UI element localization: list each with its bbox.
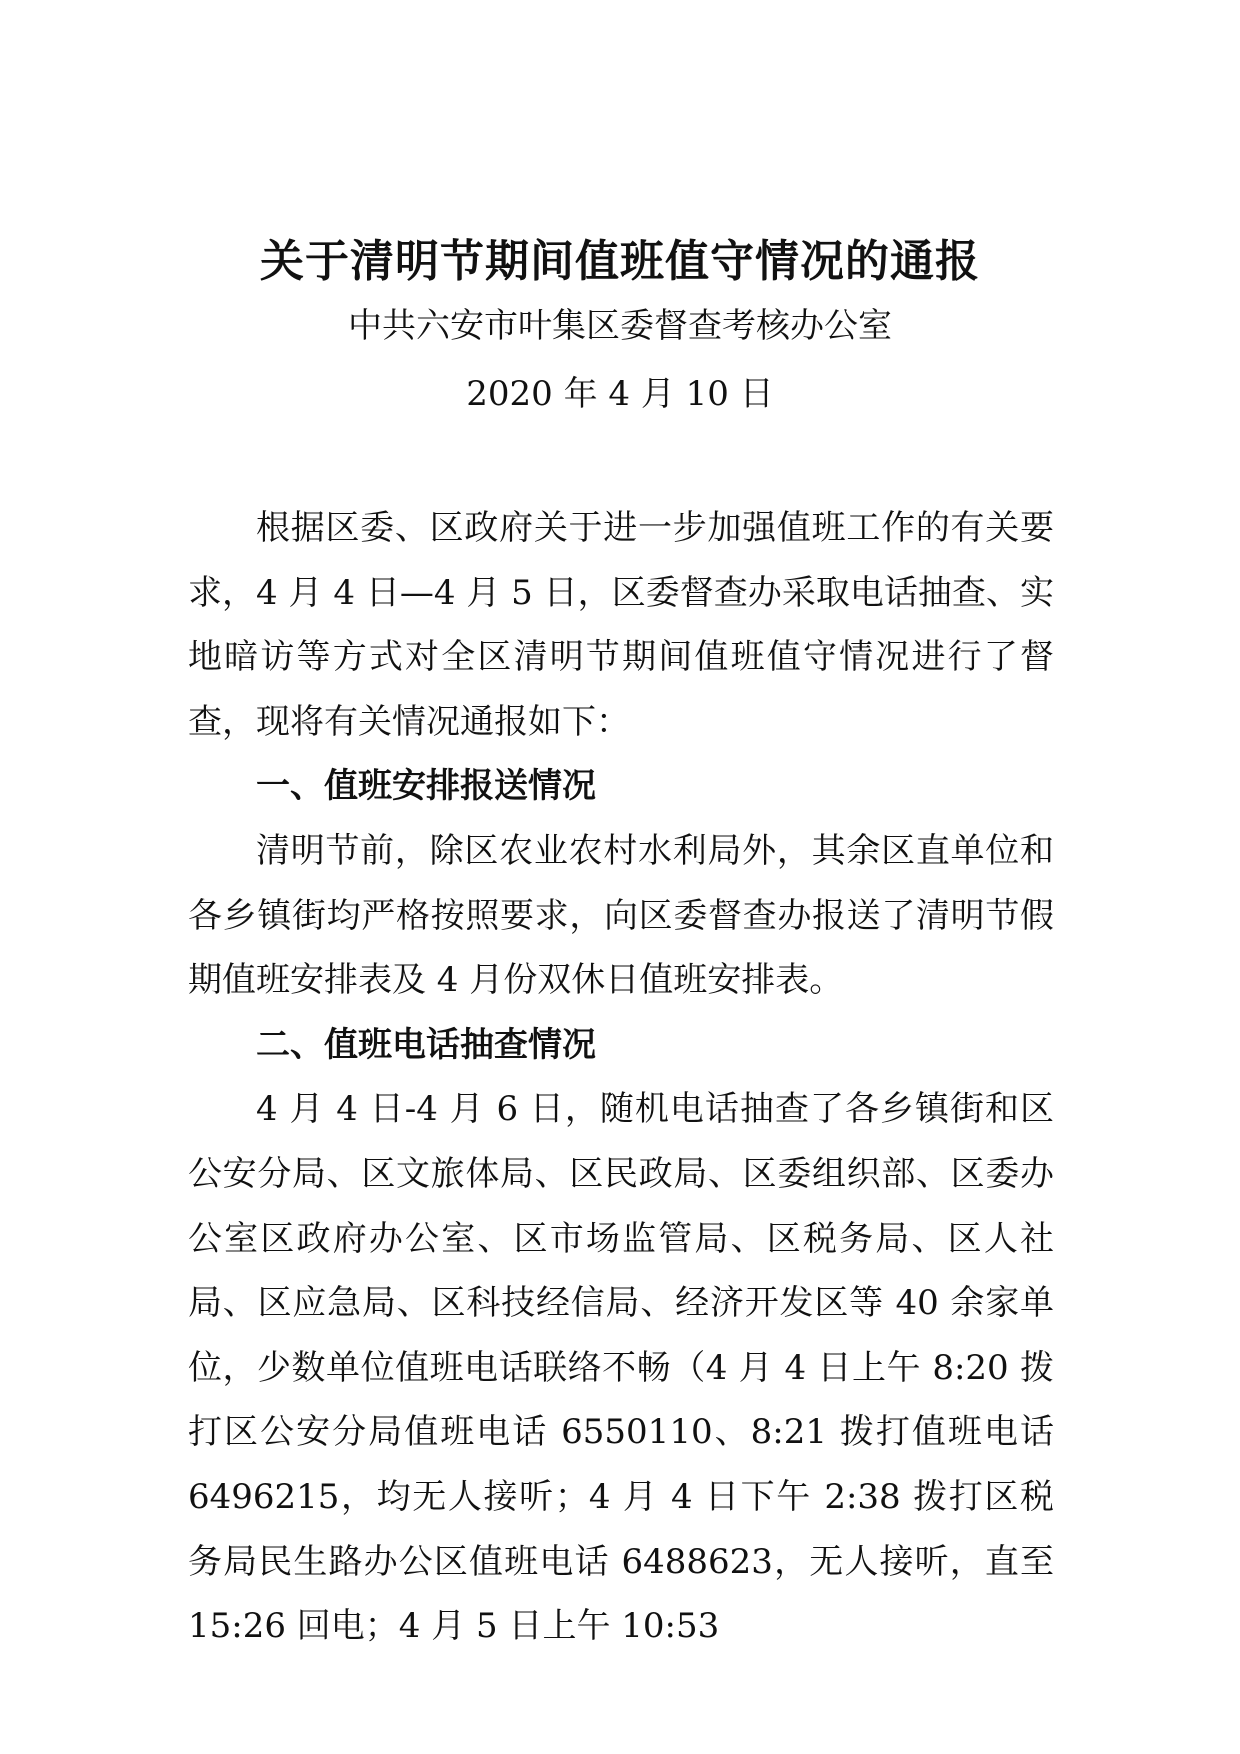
issuer-name: 中共六安市叶集区委督查考核办公室: [348, 306, 892, 346]
section-heading-1: 一、值班安排报送情况: [256, 766, 596, 807]
document-body: [188, 496, 1054, 1659]
issue-date: 2020 年 4 月 10 日: [466, 374, 774, 414]
intro-paragraph: 根据区委、区政府关于进一步加强值班工作的有关要求，4 月 4 日—4 月 5 日，区委督查办采取电话抽查、实地暗访等方式对全区清明节期间值班值守情况进行了督查，现将有关情况通报如下：: [188, 508, 1054, 742]
section-heading-2: 二、值班电话抽查情况: [256, 1024, 596, 1065]
section-paragraph-1: 清明节前，除区农业农村水利局外，其余区直单位和各乡镇街均严格按照要求，向区委督查办报送了清明节假期值班安排表及 4 月份双休日值班安排表。: [188, 830, 1054, 1001]
document-title: 关于清明节期间值班值守情况的通报: [260, 236, 980, 287]
section-paragraph-2: 4 月 4 日-4 月 6 日，随机电话抽查了各乡镇街和区公安分局、区文旅体局、区民政局、区委组织部、区委办公室区政府办公室、区市场监管局、区税务局、区人社局、区应急局、区科技经信局、经济开发区等 40 余家单位，少数单位值班电话联络不畅（4 月 4 日上午 8:20 拨打区公安分局值班电话 6550110、8:21 拨打值班电话 6496215，均无人接听；4 月 4 日下午 2:38 拨打区税务局民生路办公区值班电话 6488623，无人接听，直至 15:26 回电；4 月 5 日上午 10:53: [188, 1089, 1054, 1647]
